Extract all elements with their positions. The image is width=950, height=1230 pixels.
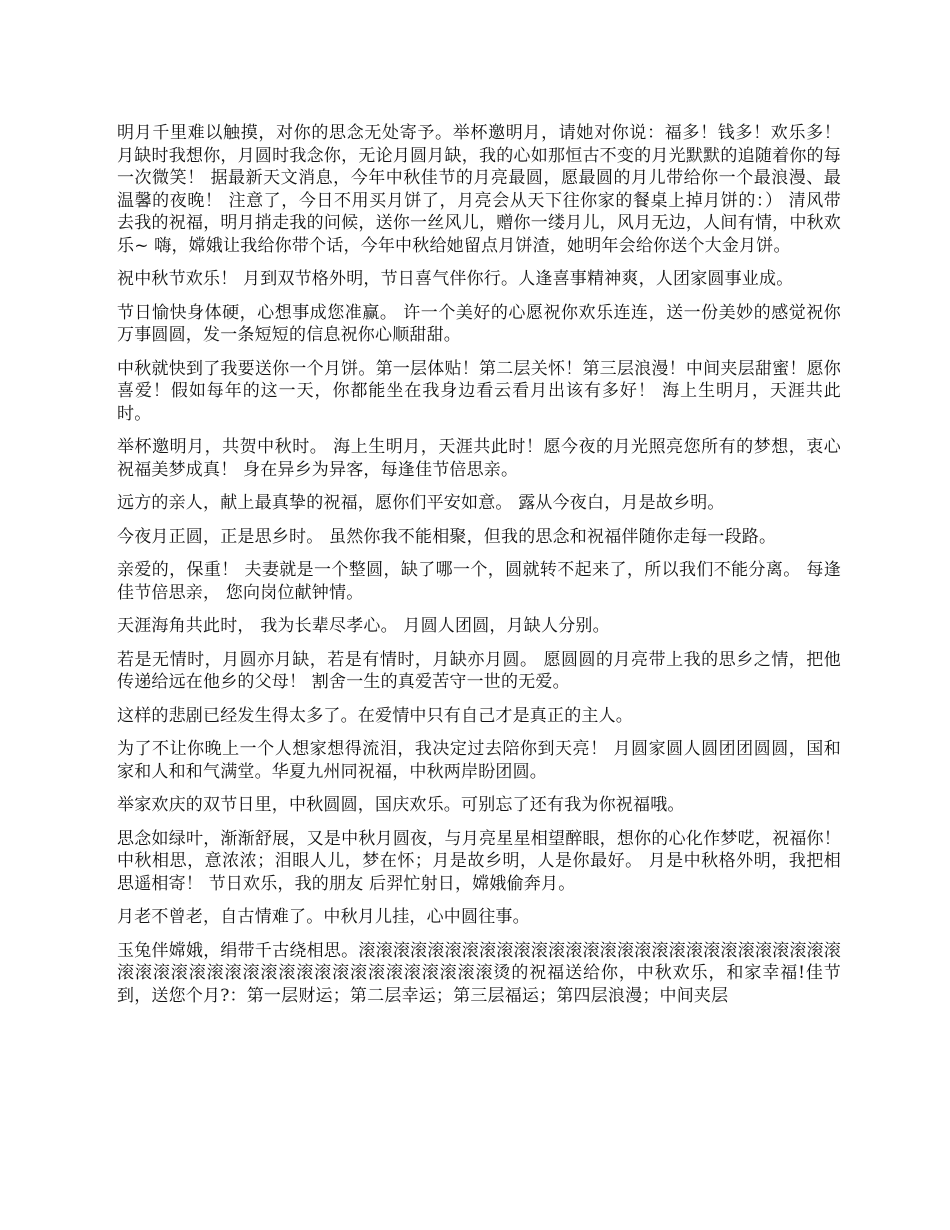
paragraph-7: 今夜月正圆，正是思乡时。 虽然你我不能相聚，但我的思念和祝福伴随你走每一段路。 [117, 526, 777, 547]
paragraph-14: 思念如绿叶，渐渐舒展，又是中秋月圆夜，与月亮星星相望醉眼，想你的心化作梦呓，祝福你！ 中秋相思，意浓浓；泪眼人儿，梦在怀；月是故乡明，人是你最好。 月是中秋格外明，我把相思遥相寄！ 节日欢乐，我的朋友 后羿忙射日，嫦娥偷奔月。 [117, 828, 841, 894]
paragraph-16: 玉兔伴嫦娥，绢带千古绕相思。滚滚滚滚滚滚滚滚滚滚滚滚滚滚滚滚滚滚滚滚滚滚滚滚滚滚滚滚滚滚滚滚滚滚滚滚滚滚滚滚滚滚滚滚滚滚滚滚滚烫的祝福送给你，中秋欢乐，和家幸福!佳节到，送您个月?：第一层财运；第二层幸运；第三层福运；第四层浪漫；中间夹层 [117, 940, 841, 1006]
document-page [117, 122, 841, 1018]
paragraph-15: 月老不曾老，自古情难了。中秋月儿挂，心中圆往事。 [117, 907, 530, 927]
paragraph-10: 若是无情时，月圆亦月缺，若是有情时，月缺亦月圆。 愿圆圆的月亮带上我的思乡之情，把他传递给远在他乡的父母！ 割舍一生的真爱苦守一世的无爱。 [117, 649, 841, 692]
paragraph-9: 天涯海角共此时， 我为长辈尽孝心。 月圆人团圆，月缺人分别。 [117, 616, 610, 636]
paragraph-8: 亲爱的，保重！ 夫妻就是一个整圆，缺了哪一个，圆就转不起来了，所以我们不能分离。 每逢佳节倍思亲， 您向岗位献钟情。 [117, 560, 841, 603]
paragraph-2: 祝中秋节欢乐！ 月到双节格外明，节日喜气伴你行。人逢喜事精神爽，人团家圆事业成。 [117, 269, 794, 289]
paragraph-12: 为了不让你晚上一个人想家想得流泪，我决定过去陪你到天亮！ 月圆家圆人圆团团圆圆，国和家和人和和气满堂。华夏九州同祝福，中秋两岸盼团圆。 [117, 739, 841, 782]
paragraph-3: 节日愉快身体硬，心想事成您准赢。 许一个美好的心愿祝你欢乐连连，送一份美妙的感觉祝你万事圆圆，发一条短短的信息祝你心顺甜甜。 [117, 302, 841, 345]
paragraph-5: 举杯邀明月，共贺中秋时。 海上生明月，天涯共此时！愿今夜的月光照亮您所有的梦想，衷心祝福美梦成真！ 身在异乡为异客，每逢佳节倍思亲。 [117, 437, 841, 480]
paragraph-1: 明月千里难以触摸，对你的思念无处寄予。举杯邀明月，请她对你说：福多！钱多！欢乐多！ 月缺时我想你，月圆时我念你，无论月圆月缺，我的心如那恒古不变的月光默默的追随着你的每一次微笑！ 据最新天文消息，今年中秋佳节的月亮最圆，愿最圆的月儿带给你一个最浪漫、最温馨的夜晚！ 注意了，今日不用买月饼了，月亮会从天下往你家的餐桌上掉月饼的：） 清风带去我的祝福，明月捎走我的问候，送你一丝风儿，赠你一缕月儿，风月无边，人间有情，中秋欢乐~ 嗨，嫦娥让我给你带个话，今年中秋给她留点月饼渣，她明年会给你送个大金月饼。 [117, 123, 841, 256]
paragraph-4: 中秋就快到了我要送你一个月饼。第一层体贴！第二层关怀！第三层浪漫！中间夹层甜蜜！愿你喜爱！假如每年的这一天，你都能坐在我身边看云看月出该有多好！ 海上生明月，天涯共此时。 [117, 358, 841, 424]
paragraph-13: 举家欢庆的双节日里，中秋圆圆，国庆欢乐。可别忘了还有我为你祝福哦。 [117, 795, 685, 815]
paragraph-6: 远方的亲人，献上最真挚的祝福，愿你们平安如意。 露从今夜白，月是故乡明。 [117, 493, 725, 513]
paragraph-11: 这样的悲剧已经发生得太多了。在爱情中只有自己才是真正的主人。 [117, 705, 633, 726]
